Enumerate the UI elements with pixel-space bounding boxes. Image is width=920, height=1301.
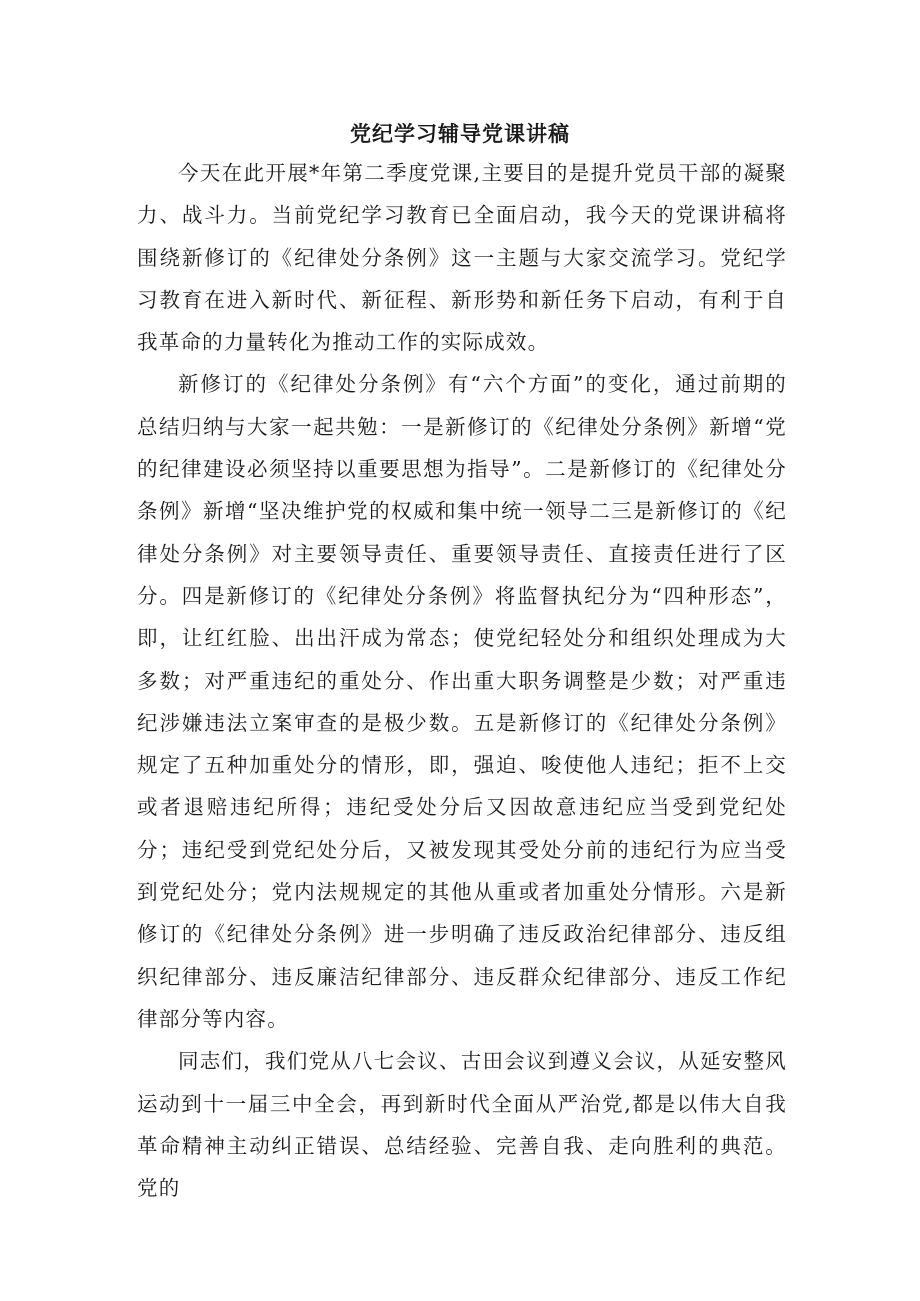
paragraph-1: 今天在此开展*年第二季度党课,主要目的是提升党员干部的凝聚力、战斗力。当前党纪学习教育已全面启动，我今天的党课讲稿将围绕新修订的《纪律处分条例》这一主题与大家交流学习。党纪学习教育在进入新时代、新征程、新形势和新任务下启动，有利于自我革命的力量转化为推动工作的实际成效。 [137, 161, 787, 355]
paragraph-3: 同志们，我们党从八七会议、古田会议到遵义会议，从延安整风运动到十一届三中全会，再到新时代全面从严治党,都是以伟大自我革命精神主动纠正错误、总结经验、完善自我、走向胜利的典范。党的 [137, 1049, 787, 1201]
document-body [137, 152, 787, 1209]
paragraph-2: 新修订的《纪律处分条例》有“六个方面”的变化，通过前期的总结归纳与大家一起共勉：一是新修订的《纪律处分条例》新增“党的纪律建设必须坚持以重要思想为指导”。二是新修订的《纪律处分条例》新增“坚决维护党的权威和集中统一领导二三是新修订的《纪律处分条例》对主要领导责任、重要领导责任、直接责任进行了区分。四是新修订的《纪律处分条例》将监督执纪分为“四种形态”，即，让红红脸、出出汗成为常态；使党纪轻处分和组织处理成为大多数；对严重违纪的重处分、作出重大职务调整是少数；对严重违纪涉嫌违法立案审查的是极少数。五是新修订的《纪律处分条例》规定了五种加重处分的情形，即，强迫、唆使他人违纪；拒不上交或者退赔违纪所得；违纪受处分后又因故意违纪应当受到党纪处分；违纪受到党纪处分后，又被发现其受处分前的违纪行为应当受到党纪处分；党内法规规定的其他从重或者加重处分情形。六是新修订的《纪律处分条例》进一步明确了违反政治纪律部分、违反组织纪律部分、违反廉洁纪律部分、违反群众纪律部分、违反工作纪律部分等内容。 [137, 372, 787, 1031]
document-title: 党纪学习辅导党课讲稿 [350, 121, 570, 146]
